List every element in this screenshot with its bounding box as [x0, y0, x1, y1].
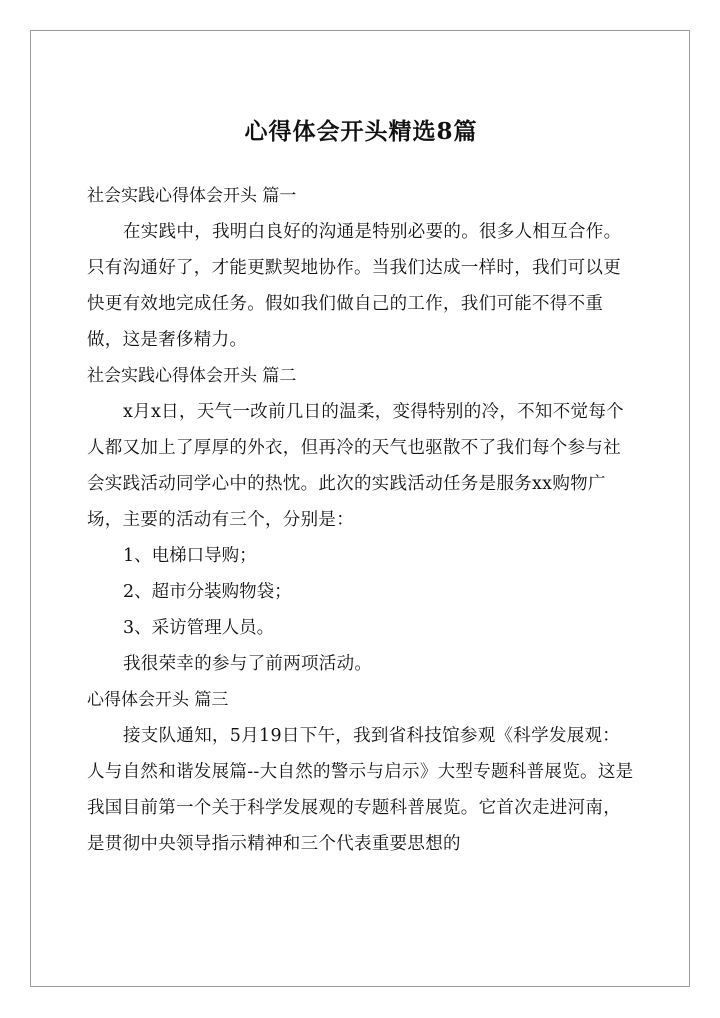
list-item: 2、超市分装购物袋； [123, 582, 292, 602]
paragraph: 我很荣幸的参与了前两项活动。 [123, 654, 373, 674]
document-title: 心得体会开头精选8篇 [244, 118, 478, 145]
section-heading: 心得体会开头 篇三 [87, 690, 229, 710]
paragraph: 接支队通知，5月19日下午，我到省科技馆参观《科学发展观：人与自然和谐发展篇--大自然的警示与启示》大型专题科普展览。这是我国目前第一个关于科学发展观的专题科普展览。它首次走进河南，是贯彻中央领导指示精神和三个代表重要思想的 [87, 726, 634, 854]
paragraph: x月x日，天气一改前几日的温柔，变得特别的冷，不知不觉每个人都又加上了厚厚的外衣，但再冷的天气也驱散不了我们每个参与社会实践活动同学心中的热忱。此次的实践活动任务是服务xx购物广场，主要的活动有三个，分别是： [87, 402, 624, 530]
section-heading: 社会实践心得体会开头 篇一 [87, 186, 297, 206]
section-heading: 社会实践心得体会开头 篇二 [87, 366, 297, 386]
section-3 [87, 682, 635, 862]
section-2 [87, 358, 635, 682]
section-1 [87, 178, 635, 358]
list-item: 3、采访管理人员。 [123, 618, 275, 638]
paragraph: 在实践中，我明白良好的沟通是特别必要的。很多人相互合作。只有沟通好了，才能更默契地协作。当我们达成一样时，我们可以更快更有效地完成任务。假如我们做自己的工作，我们可能不得不重做，这是奢侈精力。 [87, 222, 622, 350]
document-body [87, 112, 635, 862]
list-item: 1、电梯口导购； [123, 546, 257, 566]
